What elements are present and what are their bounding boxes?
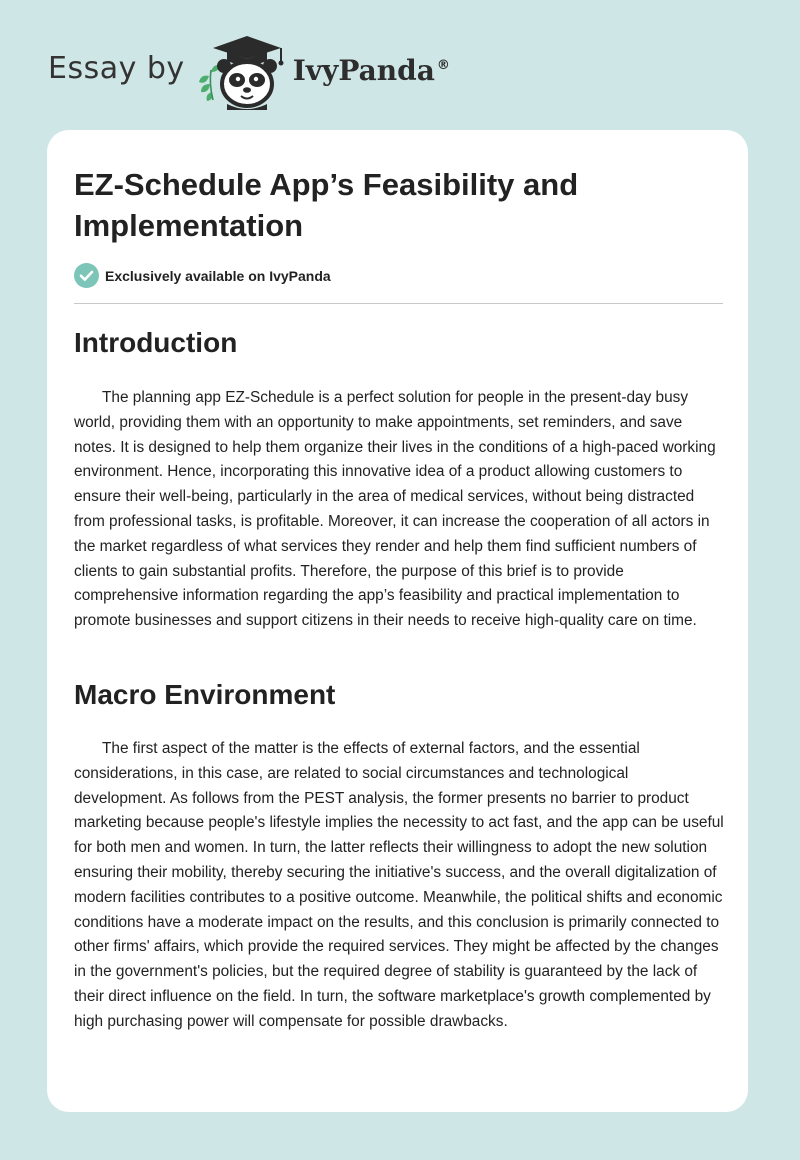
site-header [48,32,450,112]
panda-graduate-icon [197,32,293,112]
title-divider [74,303,723,304]
essay-card [47,130,748,1112]
exclusive-badge [74,263,331,288]
section-heading-introduction: Introduction [74,327,238,358]
essay-title: EZ-Schedule App’s Feasibility and Implementation [74,167,579,243]
brand-name [293,54,450,87]
check-circle-icon [74,263,99,288]
registered-mark: ® [436,58,450,74]
section-paragraph-introduction: The planning app EZ-Schedule is a perfect solution for people in the present-day busy world, providing them with an opportunity to make appointments, set reminders, and save notes. It is designed to help them organize their lives in the conditions of a high-paced working environment. Hence, incorporating this innovative idea of a product allowing customers to ensure their well-being, particularly in the area of medical services, without being distracted from professional tasks, is profitable. Moreover, it can increase the cooperation of all actors in the market regardless of what services they render and help them find sufficient numbers of clients to gain substantial profits. Therefore, the purpose of this brief is to provide comprehensive information regarding the app’s feasibility and practical implementation to promote businesses and support citizens in their needs to receive high-quality care on time. [74,389,716,630]
section-heading-macro-environment: Macro Environment [74,679,336,710]
exclusive-badge-label: Exclusively available on IvyPanda [105,267,331,284]
brand-prefix: Essay by [48,50,185,86]
brand-name-text: IvyPanda [292,53,435,87]
section-paragraph-macro-environment: The first aspect of the matter is the effects of external factors, and the essential considerations, in this case, are related to social circumstances and technological development. As follows from the PEST analysis, the former presents no barrier to product marketing because people's lifestyle implies the necessity to act fast, and the app can be useful for both men and women. In turn, the latter reflects their willingness to adopt the new solution ensuring their mobility, thereby securing the initiative's success, and the overall digitalization of modern facilities contributes to a positive outcome. Meanwhile, the political shifts and economic conditions have a moderate impact on the results, and this conclusion is primarily connected to other firms' affairs, which provide the required services. They might be affected by the changes in the government's policies, but the required degree of stability is guaranteed by the lack of their direct influence on the field. In turn, the software marketplace's growth complemented by high purchasing power will compensate for possible drawbacks. [74,740,724,1030]
